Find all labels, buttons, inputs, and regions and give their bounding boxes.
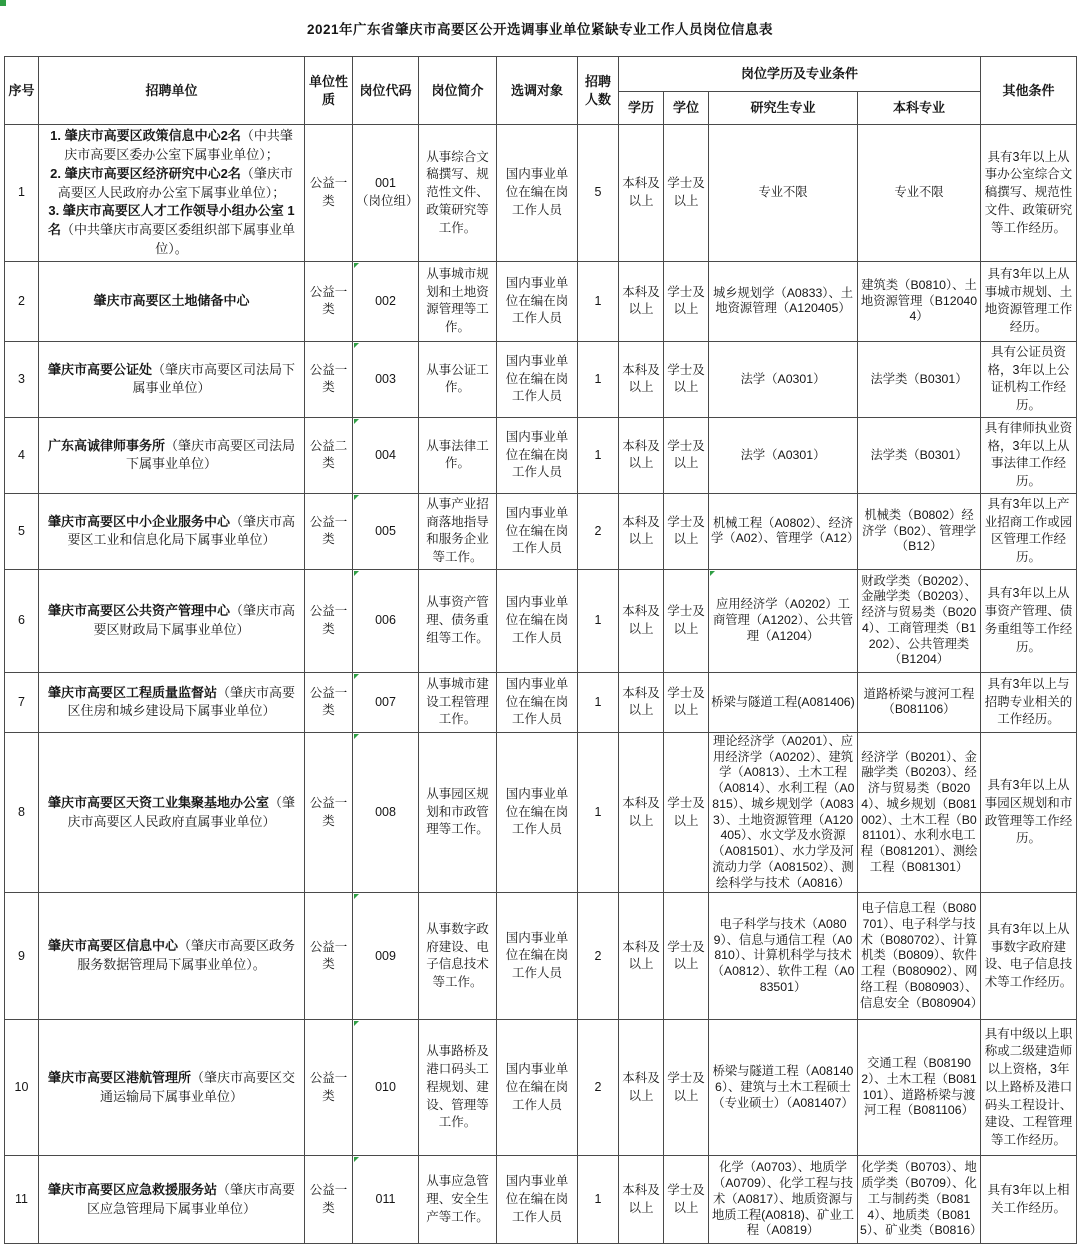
cell-unit xyxy=(39,341,305,417)
cell-intro: 从事园区规划和市政管理等工作。 xyxy=(419,732,497,892)
header-grad-major: 研究生专业 xyxy=(709,92,858,125)
table-body xyxy=(5,125,1077,1244)
cell-target: 国内事业单位在编在岗工作人员 xyxy=(497,1020,578,1156)
cell-unit xyxy=(39,672,305,732)
cell-grad-major: 理论经济学（A0201）、应用经济学（A0202）、建筑学（A0813）、土木工程（A0814）、水利工程（A0815）、城乡规划学（A0833）、土地资源管理（A120405）、水文学及水资源（A081501）、水力学及河流动力学（A081502）、测绘科学与技术（A0816） xyxy=(709,732,858,892)
cell-nature: 公益一类 xyxy=(305,125,353,262)
cell-code xyxy=(353,893,419,1020)
header-count: 招聘人数 xyxy=(578,57,619,125)
cell-nature: 公益二类 xyxy=(305,417,353,493)
code-value: 005 xyxy=(375,523,396,538)
unit-affiliation: （肇庆市高要区政务服务数据管理局下属事业单位）。 xyxy=(77,938,296,973)
cell-edu: 本科及以上 xyxy=(619,261,664,341)
unit-affiliation: （肇庆市高要区人民政府办公室下属事业单位）； xyxy=(57,165,293,200)
table-row xyxy=(5,125,1077,262)
cell-edu: 本科及以上 xyxy=(619,493,664,569)
cell-target: 国内事业单位在编在岗工作人员 xyxy=(497,672,578,732)
cell-undergrad-major: 财政学类（B0202）、金融学类（B0203）、经济与贸易类（B0204）、工商管理类（B1202）、公共管理类（B1204） xyxy=(858,569,981,672)
cell-unit xyxy=(39,569,305,672)
table-header xyxy=(5,57,1077,125)
code-value: 002 xyxy=(375,293,396,308)
unit-affiliation: （中共肇庆市高要区委办公室下属事业单位）； xyxy=(64,128,293,162)
code-value: 011 xyxy=(375,1192,396,1206)
cell-unit xyxy=(39,1020,305,1156)
cell-undergrad-major: 交通工程（B081902）、土木工程（B081101）、道路桥梁与渡河工程（B081106） xyxy=(858,1020,981,1156)
cell-edu: 本科及以上 xyxy=(619,417,664,493)
cell-code xyxy=(353,569,419,672)
cell-no: 10 xyxy=(5,1020,39,1156)
unit-affiliation: （肇庆市高要区工业和信息化局下属事业单位） xyxy=(67,513,296,548)
cell-code xyxy=(353,732,419,892)
unit-item xyxy=(45,165,298,203)
cell-no: 9 xyxy=(5,893,39,1020)
cell-code xyxy=(353,417,419,493)
header-undergrad-major: 本科专业 xyxy=(858,92,981,125)
cell-undergrad-major: 法学类（B0301） xyxy=(858,417,981,493)
unit-affiliation: （肇庆市高要区司法局下属事业单位） xyxy=(125,437,296,472)
cell-degree: 学士及以上 xyxy=(664,261,709,341)
cell-grad-major: 化学（A0703）、地质学（A0709）、化学工程与技术（A0817）、地质资源与地质工程(A0818)、矿业工程（A0819） xyxy=(709,1156,858,1244)
cell-undergrad-major: 法学类（B0301） xyxy=(858,341,981,417)
table-row xyxy=(5,417,1077,493)
table-row xyxy=(5,261,1077,341)
cell-unit xyxy=(39,1156,305,1244)
cell-edu: 本科及以上 xyxy=(619,125,664,262)
cell-grad-major: 城乡规划学（A0833）、土地资源管理（A120405） xyxy=(709,261,858,341)
header-group-edu-major: 岗位学历及专业条件 xyxy=(619,57,981,92)
cell-target: 国内事业单位在编在岗工作人员 xyxy=(497,1156,578,1244)
cell-intro: 从事数字政府建设、电子信息技术等工作。 xyxy=(419,893,497,1020)
unit-name: 3. 肇庆市高要区人才工作领导小组办公室 1名 xyxy=(47,203,295,238)
cell-count: 2 xyxy=(578,1020,619,1156)
cell-target: 国内事业单位在编在岗工作人员 xyxy=(497,125,578,262)
cell-other: 具有3年以上与招聘专业相关的工作经历。 xyxy=(981,672,1077,732)
unit-name: 2. 肇庆市高要区经济研究中心2名 xyxy=(50,165,241,181)
cell-no: 8 xyxy=(5,732,39,892)
cell-degree: 学士及以上 xyxy=(664,732,709,892)
unit-name: 肇庆市高要区应急救援服务站 xyxy=(47,1181,217,1197)
cell-grad-major: 桥梁与隧道工程(A081406) xyxy=(709,672,858,732)
cell-edu: 本科及以上 xyxy=(619,1020,664,1156)
unit-item xyxy=(45,602,298,640)
cell-intro: 从事路桥及港口码头工程规划、建设、管理等工作。 xyxy=(419,1020,497,1156)
cell-undergrad-major: 机械类（B0802）经济学（B02）、管理学（B12） xyxy=(858,493,981,569)
unit-affiliation: （肇庆市高要区住房和城乡建设局下属事业单位） xyxy=(67,684,296,719)
cell-count: 1 xyxy=(578,1156,619,1244)
cell-grad-major: 机械工程（A0802）、经济学（A02）、管理学（A12） xyxy=(709,493,858,569)
cell-count: 5 xyxy=(578,125,619,262)
table-row xyxy=(5,569,1077,672)
code-value: 008 xyxy=(375,804,396,819)
cell-nature: 公益一类 xyxy=(305,1020,353,1156)
cell-degree: 学士及以上 xyxy=(664,341,709,417)
unit-affiliation: （肇庆市高要区财政局下属事业单位） xyxy=(93,603,296,637)
table-row xyxy=(5,1020,1077,1156)
cell-undergrad-major: 经济学（B0201）、金融学类（B0203）、经济与贸易类（B0204）、城乡规划（B081002）、土木工程（B081101）、水利水电工程（B081201）、测绘工程（B081301） xyxy=(858,732,981,892)
cell-count: 2 xyxy=(578,493,619,569)
unit-item xyxy=(45,513,298,551)
table-row xyxy=(5,1156,1077,1244)
cell-count: 1 xyxy=(578,732,619,892)
header-intro: 岗位简介 xyxy=(419,57,497,125)
cell-no: 11 xyxy=(5,1156,39,1244)
cell-unit xyxy=(39,493,305,569)
code-note: （岗位组） xyxy=(356,193,419,208)
code-value: 010 xyxy=(375,1080,396,1094)
cell-undergrad-major: 建筑类（B0810）、土地资源管理（B120404） xyxy=(858,261,981,341)
cell-other: 具有3年以上从事园区规划和市政管理等工作经历。 xyxy=(981,732,1077,892)
unit-name: 肇庆市高要区中小企业服务中心 xyxy=(47,513,230,529)
unit-affiliation: （肇庆市高要区应急管理局下属事业单位） xyxy=(86,1181,296,1216)
cell-no: 1 xyxy=(5,125,39,262)
cell-no: 5 xyxy=(5,493,39,569)
unit-item xyxy=(45,292,298,311)
cell-code xyxy=(353,341,419,417)
code-value: 001 xyxy=(375,176,396,191)
cell-intro: 从事产业招商落地指导和服务企业等工作。 xyxy=(419,493,497,569)
unit-item xyxy=(45,1181,298,1219)
unit-item xyxy=(45,127,298,165)
cell-count: 1 xyxy=(578,569,619,672)
cell-intro: 从事综合文稿撰写、规范性文件、政策研究等工作。 xyxy=(419,125,497,262)
cell-degree: 学士及以上 xyxy=(664,569,709,672)
cell-unit xyxy=(39,893,305,1020)
cell-unit xyxy=(39,417,305,493)
header-target: 选调对象 xyxy=(497,57,578,125)
unit-item xyxy=(45,437,298,475)
code-value: 003 xyxy=(375,371,396,386)
cell-other: 具有3年以上从事城市规划、土地资源管理工作经历。 xyxy=(981,261,1077,341)
code-value: 009 xyxy=(375,948,396,963)
table-row xyxy=(5,341,1077,417)
cell-count: 1 xyxy=(578,672,619,732)
cell-intro: 从事法律工作。 xyxy=(419,417,497,493)
cell-unit xyxy=(39,261,305,341)
cell-code xyxy=(353,493,419,569)
cell-other: 具有中级以上职称或二级建造师以上资格，3年以上路桥及港口码头工程设计、建设、工程管理等工作经历。 xyxy=(981,1020,1077,1156)
sheet-corner-marker-icon xyxy=(0,0,6,6)
unit-affiliation: （肇庆市高要区司法局下属事业单位） xyxy=(132,361,296,396)
header-edu: 学历 xyxy=(619,92,664,125)
table-row xyxy=(5,493,1077,569)
cell-degree: 学士及以上 xyxy=(664,672,709,732)
cell-target: 国内事业单位在编在岗工作人员 xyxy=(497,341,578,417)
code-value: 004 xyxy=(375,447,396,462)
header-code: 岗位代码 xyxy=(353,57,419,125)
cell-edu: 本科及以上 xyxy=(619,893,664,1020)
cell-nature: 公益一类 xyxy=(305,672,353,732)
table-row xyxy=(5,732,1077,892)
unit-affiliation: （肇庆市高要区交通运输局下属事业单位） xyxy=(99,1069,296,1104)
cell-degree: 学士及以上 xyxy=(664,417,709,493)
cell-degree: 学士及以上 xyxy=(664,493,709,569)
job-info-table xyxy=(4,56,1077,1244)
cell-degree: 学士及以上 xyxy=(664,893,709,1020)
cell-intro: 从事城市规划和土地资源管理等工作。 xyxy=(419,261,497,341)
header-nature: 单位性质 xyxy=(305,57,353,125)
unit-item xyxy=(45,794,298,832)
header-unit: 招聘单位 xyxy=(39,57,305,125)
unit-name: 1. 肇庆市高要区政策信息中心2名 xyxy=(50,128,241,143)
code-value: 007 xyxy=(375,694,396,709)
cell-nature: 公益一类 xyxy=(305,261,353,341)
cell-undergrad-major: 化学类（B0703）、地质学类（B0709）、化工与制药类（B0814）、地质类（B0815）、矿业类（B0816） xyxy=(858,1156,981,1244)
cell-no: 7 xyxy=(5,672,39,732)
page-title: 2021年广东省肇庆市高要区公开选调事业单位紧缺专业工作人员岗位信息表 xyxy=(306,22,774,37)
unit-item xyxy=(45,684,298,722)
table-row xyxy=(5,893,1077,1020)
cell-edu: 本科及以上 xyxy=(619,732,664,892)
cell-target: 国内事业单位在编在岗工作人员 xyxy=(497,417,578,493)
cell-target: 国内事业单位在编在岗工作人员 xyxy=(497,732,578,892)
cell-other: 具有3年以上从事办公室综合文稿撰写、规范性文件、政策研究等工作经历。 xyxy=(981,125,1077,262)
cell-no: 2 xyxy=(5,261,39,341)
cell-grad-major: 电子科学与技术（A0809）、信息与通信工程（A0810）、计算机科学与技术（A0812）、软件工程（A083501） xyxy=(709,893,858,1020)
cell-other: 具有3年以上从事数字政府建设、电子信息技术等工作经历。 xyxy=(981,893,1077,1020)
cell-degree: 学士及以上 xyxy=(664,1156,709,1244)
unit-name: 肇庆市高要区工程质量监督站 xyxy=(47,684,217,700)
cell-nature: 公益一类 xyxy=(305,732,353,892)
unit-name: 广东高诚律师事务所 xyxy=(47,437,165,453)
unit-affiliation: （肇庆市高要区人民政府直属事业单位） xyxy=(67,794,296,829)
cell-edu: 本科及以上 xyxy=(619,1156,664,1244)
cell-no: 6 xyxy=(5,569,39,672)
unit-name: 肇庆市高要公证处 xyxy=(47,361,152,377)
unit-name: 肇庆市高要区天资工业集聚基地办公室 xyxy=(47,794,269,810)
cell-code xyxy=(353,125,419,262)
cell-undergrad-major: 道路桥梁与渡河工程（B081106） xyxy=(858,672,981,732)
cell-degree: 学士及以上 xyxy=(664,1020,709,1156)
cell-edu: 本科及以上 xyxy=(619,672,664,732)
cell-nature: 公益一类 xyxy=(305,493,353,569)
cell-grad-major: 专业不限 xyxy=(709,125,858,262)
cell-degree: 学士及以上 xyxy=(664,125,709,262)
cell-undergrad-major: 专业不限 xyxy=(858,125,981,262)
cell-other: 具有3年以上相关工作经历。 xyxy=(981,1156,1077,1244)
cell-code xyxy=(353,1020,419,1156)
cell-edu: 本科及以上 xyxy=(619,569,664,672)
cell-grad-major: 法学（A0301） xyxy=(709,417,858,493)
cell-edu: 本科及以上 xyxy=(619,341,664,417)
cell-count: 2 xyxy=(578,893,619,1020)
cell-other: 具有律师执业资格，3年以上从事法律工作经历。 xyxy=(981,417,1077,493)
cell-undergrad-major: 电子信息工程（B080701）、电子科学与技术（B080702）、计算机类（B0809）、软件工程（B080902）、网络工程（B080903）、信息安全（B080904） xyxy=(858,893,981,1020)
cell-no: 3 xyxy=(5,341,39,417)
header-degree: 学位 xyxy=(664,92,709,125)
cell-count: 1 xyxy=(578,261,619,341)
cell-nature: 公益一类 xyxy=(305,1156,353,1244)
header-other: 其他条件 xyxy=(981,57,1077,125)
unit-item xyxy=(45,202,298,259)
unit-name: 肇庆市高要区港航管理所 xyxy=(47,1069,191,1085)
cell-code xyxy=(353,261,419,341)
cell-code xyxy=(353,1156,419,1244)
cell-target: 国内事业单位在编在岗工作人员 xyxy=(497,493,578,569)
cell-unit xyxy=(39,732,305,892)
cell-no: 4 xyxy=(5,417,39,493)
cell-count: 1 xyxy=(578,341,619,417)
cell-intro: 从事应急管理、安全生产等工作。 xyxy=(419,1156,497,1244)
cell-nature: 公益一类 xyxy=(305,569,353,672)
unit-name: 肇庆市高要区公共资产管理中心 xyxy=(47,603,230,619)
unit-affiliation: （中共肇庆市高要区委组织部下属事业单位）。 xyxy=(61,222,296,257)
cell-target: 国内事业单位在编在岗工作人员 xyxy=(497,261,578,341)
code-value: 006 xyxy=(375,613,396,628)
unit-item xyxy=(45,361,298,399)
cell-grad-major: 法学（A0301） xyxy=(709,341,858,417)
cell-other: 具有公证员资格，3年以上公证机构工作经历。 xyxy=(981,341,1077,417)
cell-code xyxy=(353,672,419,732)
cell-target: 国内事业单位在编在岗工作人员 xyxy=(497,893,578,1020)
unit-item xyxy=(45,1069,298,1107)
cell-unit xyxy=(39,125,305,262)
unit-name: 肇庆市高要区土地储备中心 xyxy=(93,292,250,308)
cell-other: 具有3年以上产业招商工作或园区管理工作经历。 xyxy=(981,493,1077,569)
cell-nature: 公益一类 xyxy=(305,893,353,1020)
cell-intro: 从事公证工作。 xyxy=(419,341,497,417)
cell-nature: 公益一类 xyxy=(305,341,353,417)
cell-target: 国内事业单位在编在岗工作人员 xyxy=(497,569,578,672)
cell-intro: 从事资产管理、债务重组等工作。 xyxy=(419,569,497,672)
cell-count: 1 xyxy=(578,417,619,493)
unit-item xyxy=(45,937,298,975)
cell-other: 具有3年以上从事资产管理、债务重组等工作经历。 xyxy=(981,569,1077,672)
cell-grad-major: 应用经济学（A0202）工商管理（A1202）、公共管理（A1204） xyxy=(709,569,858,672)
cell-intro: 从事城市建设工程管理工作。 xyxy=(419,672,497,732)
header-no: 序号 xyxy=(5,57,39,125)
unit-name: 肇庆市高要区信息中心 xyxy=(47,938,178,954)
table-row xyxy=(5,672,1077,732)
cell-grad-major: 桥梁与隧道工程（A081406）、建筑与土木工程硕士（专业硕士）（A081407） xyxy=(709,1020,858,1156)
